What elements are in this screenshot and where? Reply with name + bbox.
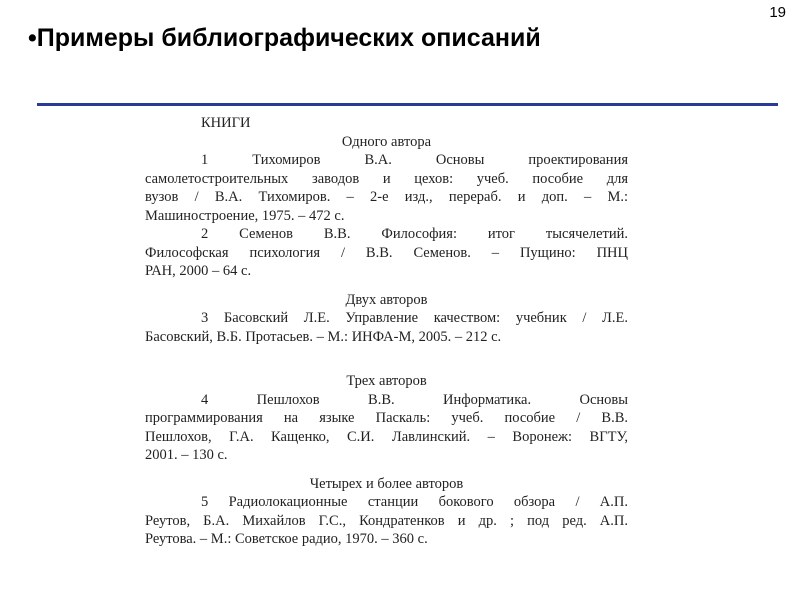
entry-line: 5 Радиолокационные станции бокового обзора / А.П.	[201, 494, 628, 510]
slide-title: •Примеры библиографических описаний	[28, 24, 541, 52]
entry-line: РАН, 2000 – 64 с.	[145, 263, 252, 279]
entry-line: Реутов, Б.А. Михайлов Г.С., Кондратенков и др. ; под ред. А.П.	[145, 512, 628, 529]
entry-line: Философская психология / В.В. Семенов. – Пущино: ПНЦ	[145, 244, 628, 261]
entry-line: Басовский, В.Б. Протасьев. – М.: ИНФА-М, 2005. – 212 с.	[145, 328, 502, 345]
entry-line: 1 Тихомиров В.А. Основы проектирования	[201, 152, 628, 168]
group-heading: Трех авторов	[346, 373, 427, 389]
entry-line: 2 Семенов В.В. Философия: итог тысячелетий.	[201, 226, 628, 242]
group-heading: Одного автора	[341, 133, 432, 150]
page-number: 19	[769, 4, 786, 21]
entry-line: программирования на языке Паскаль: учеб. пособие / В.В.	[145, 410, 628, 426]
entry-line: 2001. – 130 с.	[145, 447, 228, 463]
entry-line: Реутова. – М.: Советское радио, 1970. – 360 с.	[145, 531, 428, 547]
entry-line: самолетостроительных заводов и цехов: учеб. пособие для	[145, 170, 628, 187]
entry-line: 3 Басовский Л.Е. Управление качеством: учебник / Л.Е.	[201, 310, 628, 326]
entry-line: Пешлохов, Г.А. Кащенко, С.И. Лавлинский. – Воронеж: ВГТУ,	[145, 428, 628, 445]
entry-line: вузов / В.А. Тихомиров. – 2-е изд., перераб. и доп. – М.:	[145, 189, 628, 205]
group-heading: Четырех и более авторов	[309, 475, 464, 492]
bibliography-image	[145, 114, 628, 549]
entry-line: 4 Пешлохов В.В. Информатика. Основы	[201, 391, 628, 408]
entry-line: Машиностроение, 1975. – 472 с.	[145, 207, 345, 224]
title-divider	[37, 103, 778, 106]
group-heading: Двух авторов	[345, 291, 428, 308]
section-heading: КНИГИ	[201, 115, 251, 131]
